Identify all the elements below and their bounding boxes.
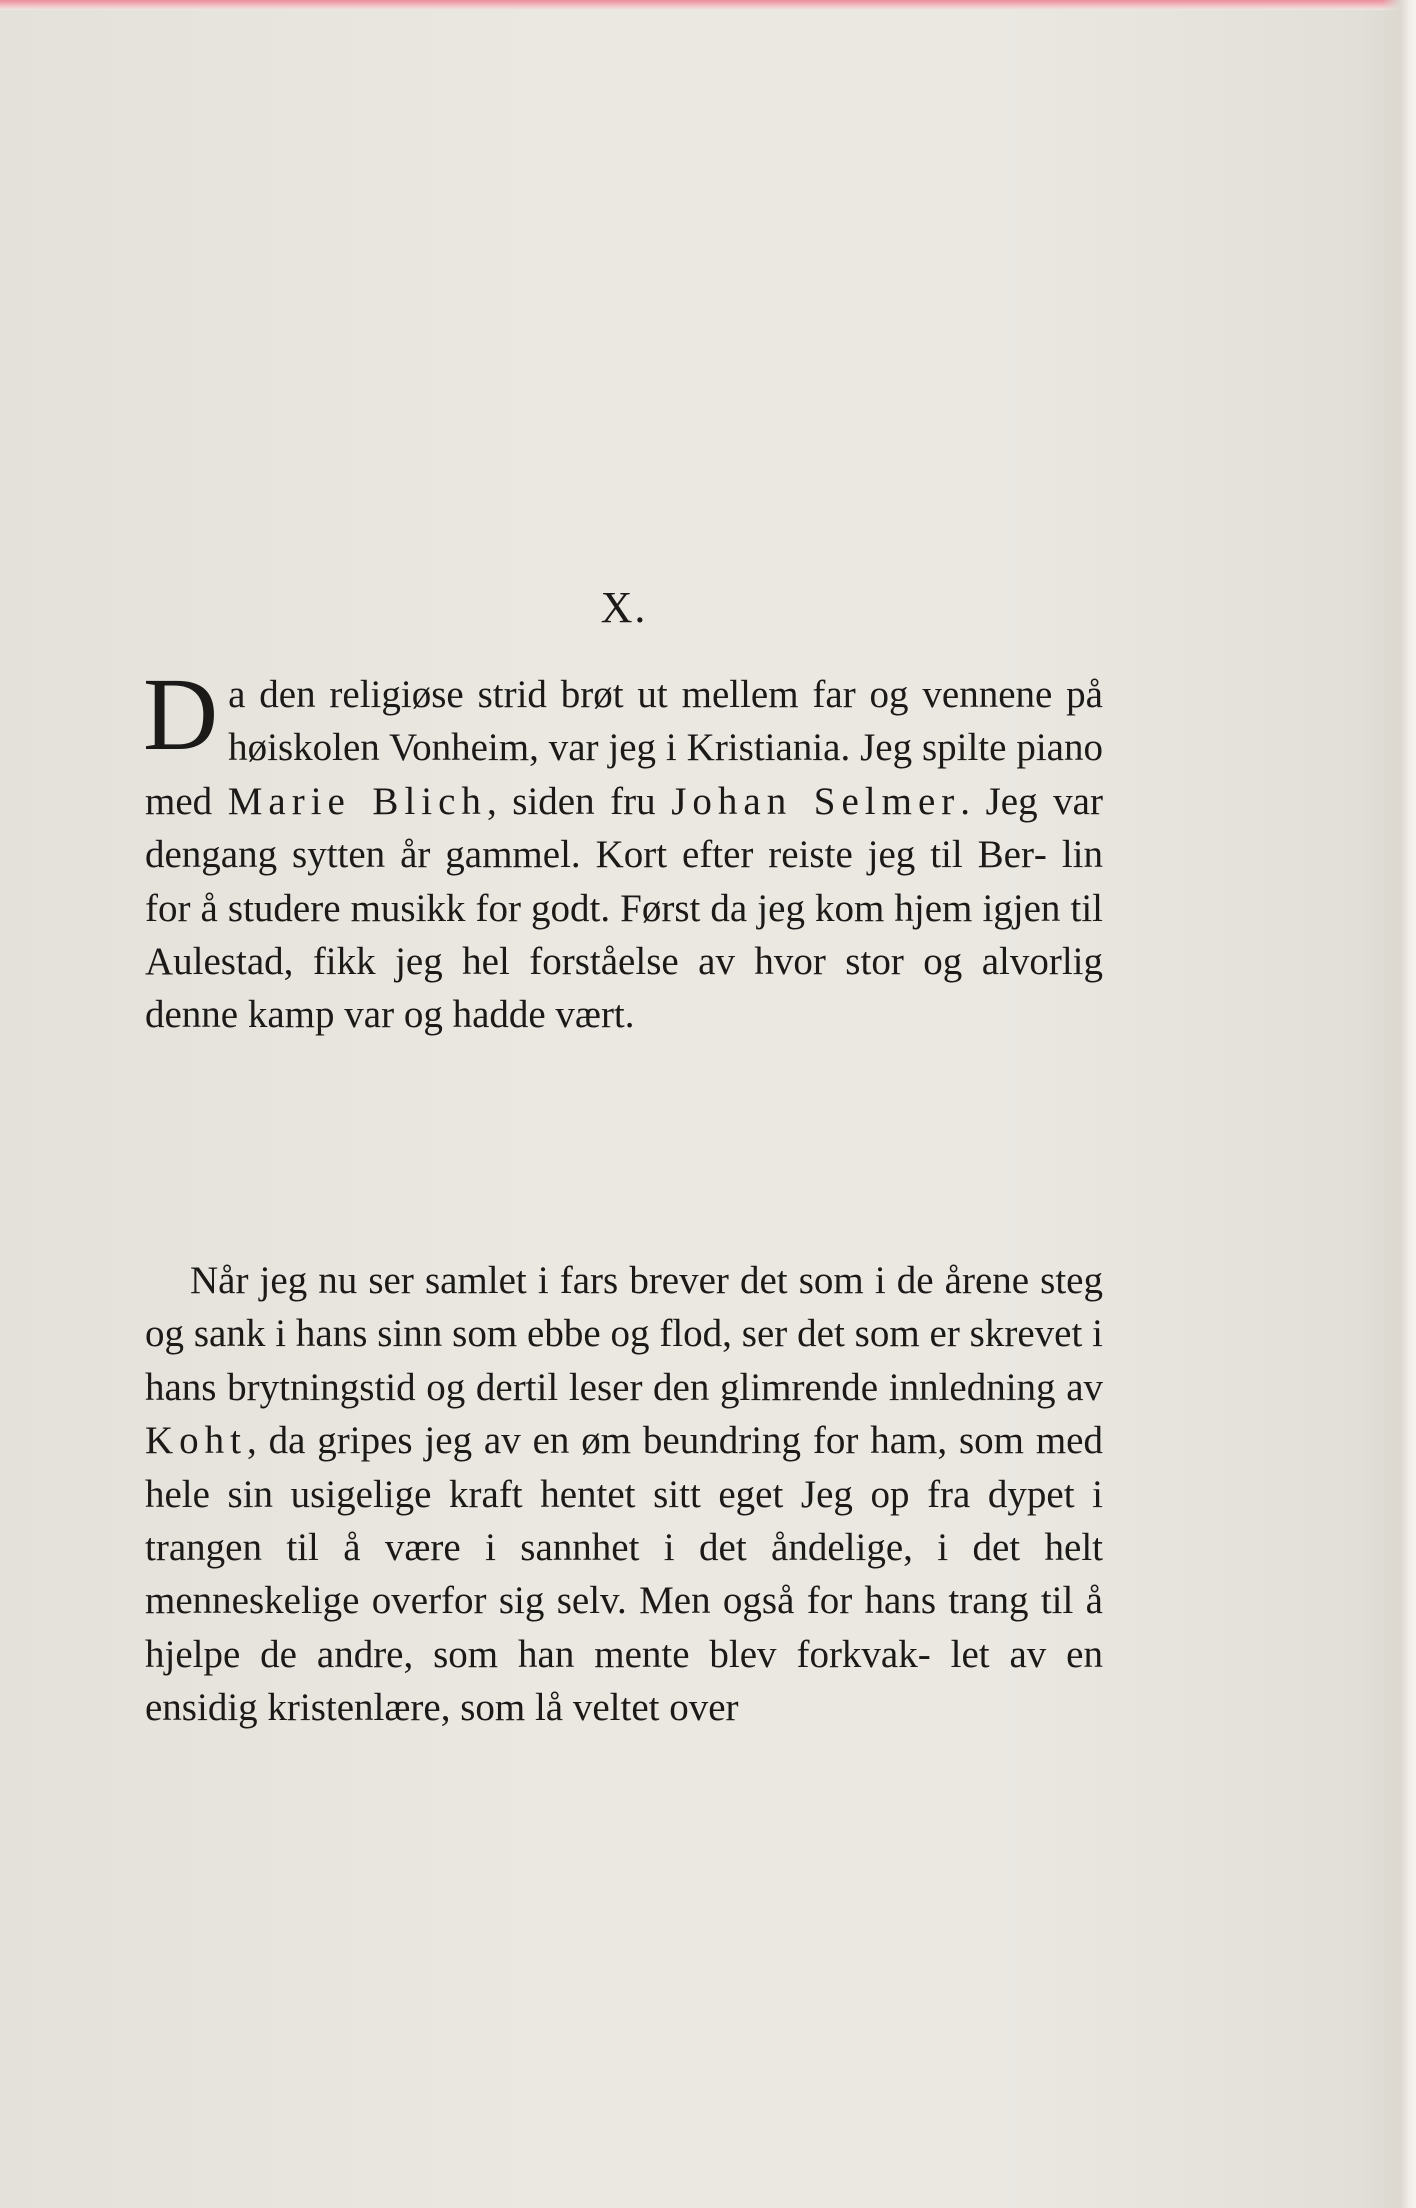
page-top-edge <box>0 0 1416 10</box>
page-right-edge <box>1382 0 1416 2208</box>
spaced-name-johan-selmer: Johan Selmer <box>671 779 961 823</box>
spaced-name-marie-blich: Marie Blich <box>227 779 487 823</box>
paragraph-2-text-a: Når jeg nu ser samlet i fars brever det som i de årene steg og sank i hans sinn som ebbe og flod, ser det som er skrevet i hans brytningstid og dertil leser den glimrende innledning av <box>145 1259 1103 1409</box>
spaced-name-koht: Koht <box>145 1419 247 1463</box>
chapter-number: X. <box>600 583 648 632</box>
paragraph-1 <box>143 657 1103 1042</box>
paragraph-1-text-b: , siden fru <box>486 779 672 823</box>
paragraph-2-text-b: , da gripes jeg av en øm beundring for ham, som med hele sin usigelige kraft hentet sitt eget Jeg op fra dypet i trangen til å være i sannhet i det åndelige, i det helt menneskelige overfor sig selv. Men også for hans trang til å hjelpe de andre, som han mente blev forkvak‑ let av en ensidig kristenlære, som lå veltet over <box>145 1419 1103 1730</box>
paragraph-1-text-a: a den religiøse strid brøt ut mellem far og vennene på høiskolen Vonheim, var jeg i Kristiania. Jeg spilte piano med <box>145 673 1103 823</box>
paragraph-1-text-c: . Jeg var dengang sytten år gammel. Kort efter reiste jeg til Ber‑ lin for å studere musikk for godt. Først da jeg kom hjem igjen til Aulestad, fikk jeg hel forståelse av hvor stor og alvorlig denne kamp var og hadde vært. <box>145 779 1103 1037</box>
paragraph-2 <box>145 1254 1103 1735</box>
drop-cap: D <box>143 657 219 772</box>
